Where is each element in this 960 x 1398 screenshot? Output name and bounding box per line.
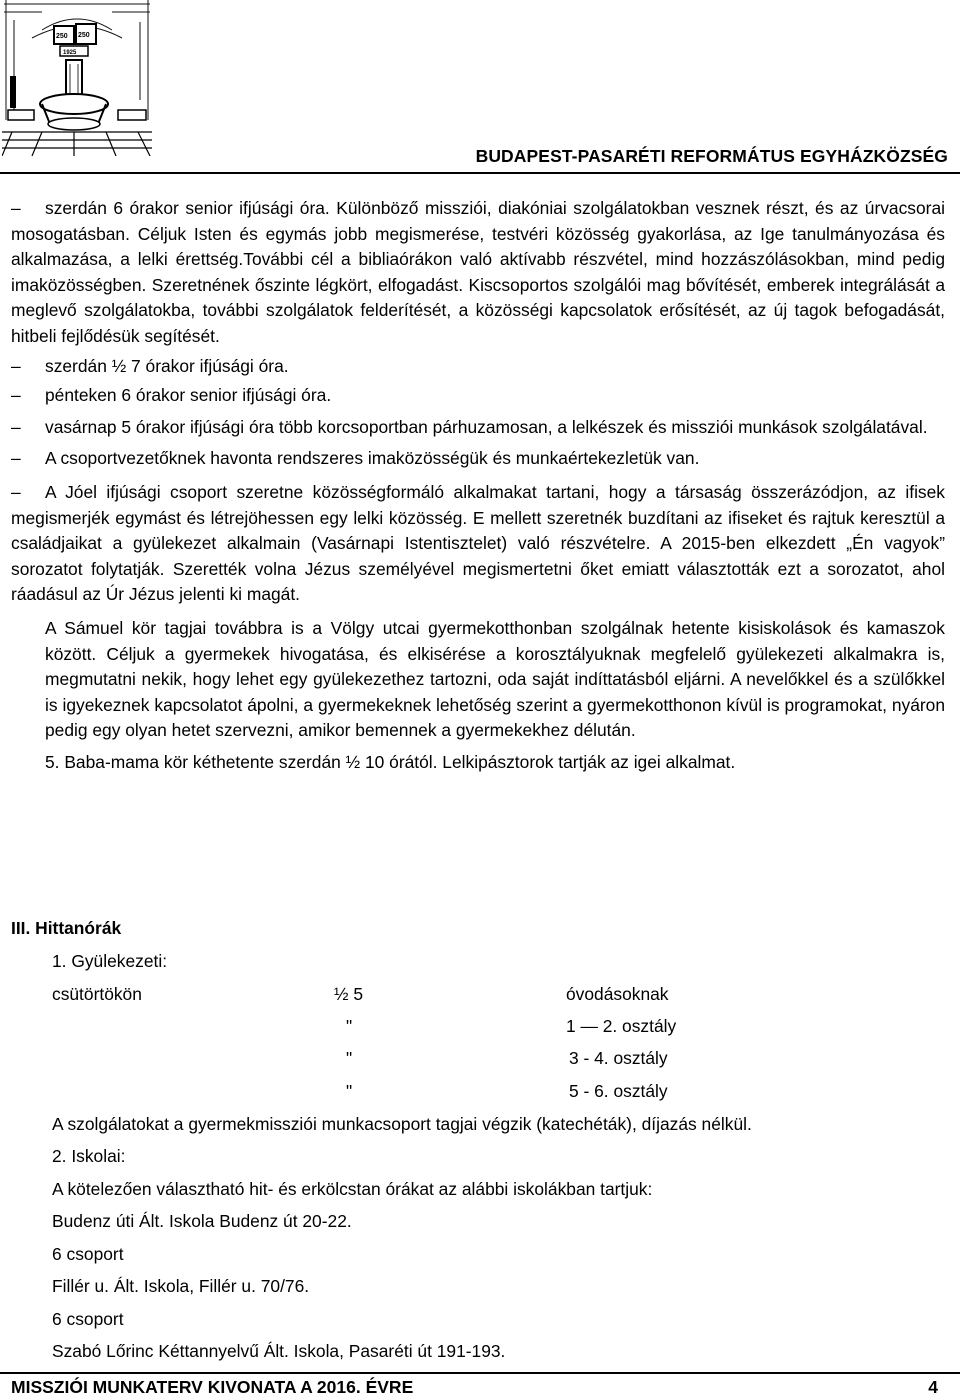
plaque-2-text: 250 bbox=[78, 32, 90, 39]
school-filler: Fillér u. Ált. Iskola, Fillér u. 70/76. bbox=[52, 1276, 310, 1296]
dash-bullet: – bbox=[11, 198, 21, 218]
dash-bullet: – bbox=[11, 416, 21, 437]
list-item bbox=[11, 196, 945, 350]
list-item bbox=[11, 354, 945, 380]
schedule-time: " bbox=[346, 1081, 353, 1101]
schedule-group: 5 - 6. osztály bbox=[569, 1081, 668, 1101]
list-item bbox=[11, 446, 945, 472]
subsection-iskolai: 2. Iskolai: bbox=[52, 1146, 126, 1166]
paragraph-text: A Sámuel kör tagjai továbbra is a Völgy utcai gyermekotthonban szolgálnak hetente kisiskolások és kamaszok között. Céljuk a gyermekek hivogatása, és elkisérése a korosztályuknak megfelelő gyülekezeti alkalmakra is, megmutatni nekik, hogy lehet egy gyülekezethez tartozni, oda saját indíttatásból eljárni. A nevelőkkel és a szülőkkel is igyekeznek kapcsolatot ápolni, a gyermekeknek lehetőség szerint a gyermekotthonon kívül is programokat, nyáron pedig egy olyan hetet szervezni, amikor bemennek a gyermekekhez délután. bbox=[45, 617, 945, 741]
plaque-3-text: 1925 bbox=[63, 50, 77, 56]
list-item-text: A Jóel ifjúsági csoport szeretne közösségformáló alkalmakat tartani, hogy a társaság összerázódjon, az ifisek megismerjék egymást és létrejöhessen egy lelki közösség. E mellett szeretnék buzdítani az ifiseket és rajtuk keresztül a családjaikat a gyülekezet alkalmain (Vasárnapi Istentisztelet) való részvételre. A 2015-ben elkezdett „Én vagyok” sorozatot folytatják. Szerették volna Jézus személyével megismertetni őket emiatt választották ezt a sorozatot, ahol ráadásul az Úr Jézus jelenti ki magát. bbox=[11, 481, 945, 605]
schedule-group: 3 - 4. osztály bbox=[569, 1048, 668, 1068]
group-count: 6 csoport bbox=[52, 1309, 124, 1329]
group-count: 6 csoport bbox=[52, 1244, 124, 1264]
list-item bbox=[11, 415, 945, 441]
schools-intro: A kötelezően választható hit- és erkölcstan órákat az alábbi iskolákban tartjuk: bbox=[52, 1179, 653, 1199]
subsection-gyulekezeti: 1. Gyülekezeti: bbox=[52, 951, 168, 971]
dash-bullet: – bbox=[11, 448, 21, 469]
list-item-text: szerdán ½ 7 órakor ifjúsági óra. bbox=[45, 355, 289, 376]
header-divider bbox=[0, 172, 960, 174]
list-item-text: vasárnap 5 órakor ifjúsági óra több korcsoportban párhuzamosan, a lelkészek és missziói munkások szolgálatával. bbox=[45, 416, 928, 437]
schedule-time: " bbox=[346, 1048, 353, 1068]
school-szabo-lorinc: Szabó Lőrinc Kéttannyelvű Ált. Iskola, Pasaréti út 191-193. bbox=[52, 1341, 506, 1361]
church-sketch-logo bbox=[2, 0, 152, 156]
list-item-text: pénteken 6 órakor senior ifjúsági óra. bbox=[45, 385, 332, 406]
school-budenz: Budenz úti Ált. Iskola Budenz út 20-22. bbox=[52, 1211, 352, 1231]
baba-mama-line: 5. Baba-mama kör kéthetente szerdán ½ 10 órától. Lelkipásztorok tartják az igei alkalmat. bbox=[45, 751, 736, 772]
dash-bullet: – bbox=[11, 481, 21, 502]
schedule-time: " bbox=[346, 1016, 353, 1036]
list-item bbox=[11, 383, 945, 409]
list-item bbox=[11, 480, 945, 608]
section-title: III. Hittanórák bbox=[11, 918, 122, 938]
header-title: BUDAPEST-PASARÉTI REFORMÁTUS EGYHÁZKÖZSÉG bbox=[475, 146, 948, 166]
schedule-group: óvodásoknak bbox=[566, 984, 669, 1004]
schedule-time: ½ 5 bbox=[334, 984, 364, 1004]
schedule-day: csütörtökön bbox=[52, 984, 142, 1004]
main-content bbox=[11, 196, 945, 775]
dash-bullet: – bbox=[11, 355, 21, 376]
page-number: 4 bbox=[928, 1377, 938, 1397]
plaque-1-text: 250 bbox=[56, 33, 68, 40]
schedule-group: 1 — 2. osztály bbox=[566, 1016, 677, 1036]
page-footer bbox=[0, 1372, 960, 1397]
paragraph-text: szerdán 6 órakor senior ifjúsági óra. Különböző missziói, diakóniai szolgálatokban vesznek részt, és az úrvacsorai mosogatásban. Céljuk Isten és egymás jobb megismerése, testvéri közösség gyakorlása, az Ige tanulmányozása és alkalmazása, a lelki érettség.További cél a bibliaórákon való aktívabb részvétel, mind hozzászólásokban, mind pedig imaközösségben. Szeretnének őszinte légkört, elfogadást. Kiscsoportos szolgálói mag bővítését, emberek integrálását a meglevő szolgálatokba, további szolgálatok felderítését, a közösségi kapcsolatok erősítését, az új tagok befogadását, hitbeli fejlődésük segítését. bbox=[11, 198, 945, 346]
dash-bullet: – bbox=[11, 385, 21, 406]
list-item-text: A csoportvezetőknek havonta rendszeres imaközösségük és munkaértekezletük van. bbox=[45, 448, 700, 469]
samuel-paragraph bbox=[11, 616, 945, 744]
footer-title: MISSZIÓI MUNKATERV KIVONATA A 2016. ÉVRE bbox=[11, 1377, 414, 1397]
service-note: A szolgálatokat a gyermekmissziói munkacsoport tagjai végzik (katechéták), díjazás nélkül. bbox=[52, 1114, 752, 1134]
